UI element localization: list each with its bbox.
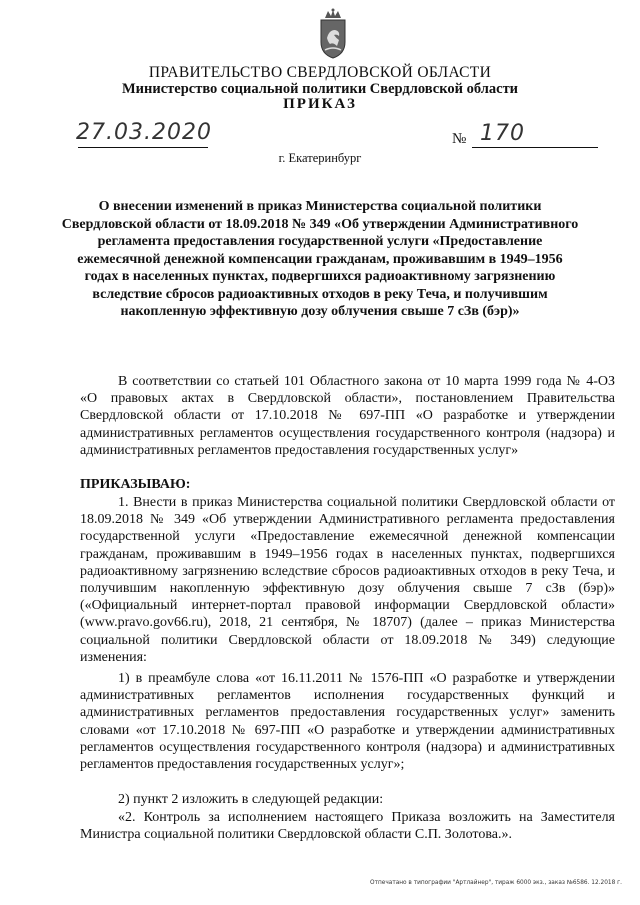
quote-paragraph: «2. Контроль за исполнением настоящего Приказа возложить на Заместителя Министра социальной политики Свердловской области С.П. Золотова.». bbox=[80, 810, 615, 843]
date-underline bbox=[78, 146, 208, 148]
number-label: № bbox=[452, 131, 467, 147]
ministry-name: Министерство социальной политики Свердловской области bbox=[121, 81, 519, 97]
document-type: ПРИКАЗ bbox=[283, 96, 357, 112]
subitem-1-paragraph: 1) в преамбуле слова «от 16.11.2011 № 1576-ПП «О разработке и утверждении административных регламентов исполнения государственных функций и административных регламентов предоставления государственных услуг» заменить словами «от 17.10.2018 № 697-ПП «О разработке и утверждении административных регламентов осуществления государственного контроля (надзора) и административных регламентов предоставления государственных услуг»; bbox=[80, 671, 615, 773]
number-underline bbox=[472, 146, 598, 148]
document-title: О внесении изменений в приказ Министерства социальной политики Свердловской области от 18.09.2018 № 349 «Об утверждении Административного регламента предоставления государственной услуги «Предоставление ежемесячной денежной компенсации гражданам, проживавшим в 1949–1956 годах в населенных пунктах, подвергшихся радиоактивному загрязнению вследствие сбросов радиоактивных отходов в реку Теча, и получившим накопленную эффективную дозу облучения свыше 7 сЗв (бэр)» bbox=[61, 199, 579, 319]
subitem-2-paragraph: 2) пункт 2 изложить в следующей редакции: bbox=[118, 792, 384, 807]
organization-name: ПРАВИТЕЛЬСТВО СВЕРДЛОВСКОЙ ОБЛАСТИ bbox=[148, 64, 492, 81]
order-date: 27.03.2020 bbox=[76, 120, 212, 145]
city: г. Екатеринбург bbox=[278, 151, 362, 165]
coat-of-arms-icon bbox=[315, 8, 351, 60]
order-word: ПРИКАЗЫВАЮ: bbox=[80, 477, 191, 492]
preamble-paragraph: В соответствии со статьей 101 Областного закона от 10 марта 1999 года № 4-ОЗ «О правовых актах в Свердловской области», постановлением Правительства Свердловской области от 17.10.2018 № 697-ПП «О разработке и утверждении административных регламентов осуществления государственного контроля (надзора) и административных регламентов предоставления государственных услуг» bbox=[80, 374, 615, 458]
print-footer: Отпечатано в типографии "Артлайнер", тираж 6000 экз., заказ №6586. 12.2018 г. bbox=[370, 880, 622, 886]
item-1-paragraph: 1. Внести в приказ Министерства социальной политики Свердловской области от 18.09.2018 № 349 «Об утверждении Административного регламента предоставления государственной услуги «Предоставление ежемесячной денежной компенсации гражданам, проживавшим в 1949–1956 годах в населенных пунктах, подвергшихся радиоактивному загрязнению вследствие сбросов радиоактивных отходов в реку Теча, и получившим накопленную эффективную дозу облучения свыше 7 сЗв (бэр)» («Официальный интернет-портал правовой информации Свердловской области» (www.pravo.gov66.ru), 2018, 21 сентября, № 18707) (далее – приказ Министерства социальной политики Свердловской области от 18.09.2018 № 349) следующие изменения: bbox=[80, 495, 615, 665]
order-number: 170 bbox=[480, 121, 525, 146]
